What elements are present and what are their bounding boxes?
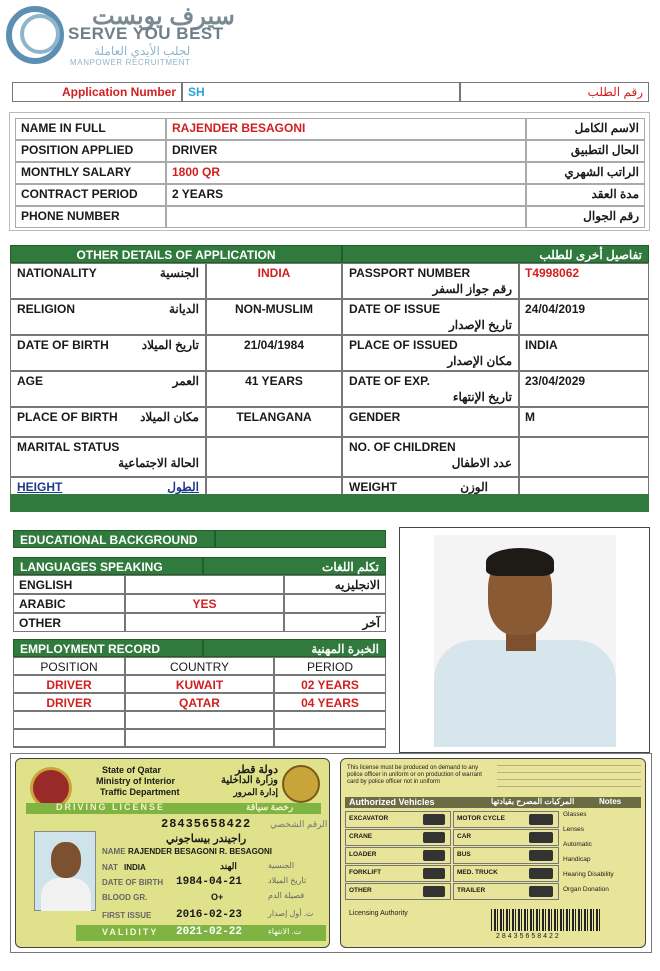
other-left-label-ar: الطول	[167, 480, 199, 494]
other-left-value: INDIA	[257, 266, 291, 280]
license-vehicle-left: LOADER	[349, 851, 377, 858]
other-left-value-cell	[206, 335, 342, 371]
license-nat-label: NAT	[102, 863, 118, 872]
other-left-label: HEIGHT	[17, 480, 63, 494]
other-left-label: RELIGION	[17, 302, 76, 316]
personal-label-cell	[15, 140, 166, 162]
other-right-value: 23/04/2029	[525, 374, 586, 388]
license-ministry: Ministry of Interior	[96, 776, 176, 786]
license-dob: 1984-04-21	[176, 876, 243, 888]
license-back-card	[340, 758, 646, 948]
other-left-label: MARITAL STATUS	[17, 440, 120, 454]
license-blood-label: BLOOD GR.	[102, 893, 148, 902]
license-notice: This license must be produced on demand to any police officer in uniform or on production of warrant card by police officer not in uniform	[347, 765, 482, 785]
employment-value: DRIVER	[46, 696, 92, 710]
vehicle-icon	[529, 850, 553, 861]
language-label: OTHER	[19, 616, 61, 630]
other-right-label: PLACE OF ISSUED	[349, 338, 458, 352]
personal-label-ar: الراتب الشهري	[564, 165, 639, 179]
employment-column-header-cell	[125, 657, 274, 675]
other-right-label-ar: عدد الاطفال	[451, 456, 512, 470]
other-right-value: T4998062	[525, 266, 580, 280]
personal-value: DRIVER	[172, 143, 218, 157]
other-right-value-cell	[519, 437, 649, 477]
other-right-label: DATE OF ISSUE	[349, 302, 441, 316]
employment-cell	[13, 711, 125, 729]
other-left-value: 41 YEARS	[245, 374, 303, 388]
other-right-label-cell	[342, 299, 519, 335]
license-dob-label: DATE OF BIRTH	[102, 878, 164, 887]
language-value-cell	[125, 594, 284, 613]
personal-label: POSITION APPLIED	[21, 143, 134, 157]
employment-cell	[274, 711, 386, 729]
other-left-label: DATE OF BIRTH	[17, 338, 109, 352]
other-right-label-ar: الوزن	[460, 480, 488, 494]
vehicle-icon	[423, 850, 445, 861]
other-left-label: NATIONALITY	[17, 266, 97, 280]
employment-cell	[125, 729, 274, 747]
other-left-value-cell	[206, 299, 342, 335]
other-right-label-cell	[342, 371, 519, 407]
employment-value: DRIVER	[46, 678, 92, 692]
other-right-value: 24/04/2019	[525, 302, 586, 316]
other-right-label: DATE OF EXP.	[349, 374, 430, 388]
other-left-value-cell	[206, 371, 342, 407]
personal-label: MONTHLY SALARY	[21, 165, 132, 179]
license-dept-ar: إدارة المرور	[233, 787, 278, 797]
license-dept: Traffic Department	[100, 787, 180, 797]
language-label-ar-cell	[284, 594, 386, 613]
license-notes-title: Notes	[599, 797, 622, 806]
other-right-value: INDIA	[525, 338, 558, 352]
other-left-label-ar: تاريخ الميلاد	[141, 338, 199, 352]
personal-label-ar: رقم الجوال	[583, 209, 639, 223]
languages-title: LANGUAGES SPEAKING	[13, 557, 203, 575]
employment-value: 02 YEARS	[301, 678, 359, 692]
license-banner-text-ar: رخصة سياقة	[246, 802, 294, 812]
personal-label: PHONE NUMBER	[21, 209, 120, 223]
employment-cell	[13, 675, 125, 693]
logo-arabic: سيرف يوبست	[92, 3, 235, 30]
employment-column-header: POSITION	[40, 660, 98, 674]
logo-english: SERVE YOU BEST	[68, 24, 224, 43]
other-left-label: AGE	[17, 374, 44, 388]
logo-inner-ring	[20, 14, 60, 54]
license-photo-face	[51, 842, 81, 878]
license-barcode	[491, 909, 601, 931]
employment-column-header: PERIOD	[306, 660, 353, 674]
other-left-label-cell	[10, 299, 206, 335]
other-left-value: NON-MUSLIM	[235, 302, 313, 316]
other-right-label: NO. OF CHILDREN	[349, 440, 456, 454]
language-value-cell	[125, 575, 284, 594]
license-name-ar: راجيندر بيساجوني	[166, 833, 247, 845]
personal-label-cell	[15, 162, 166, 184]
vehicle-icon	[423, 814, 445, 825]
other-right-label-cell	[342, 437, 519, 477]
license-number: 28435658422	[161, 817, 252, 831]
license-note: Glasses	[563, 811, 587, 818]
other-left-value-cell	[206, 263, 342, 299]
other-left-value: 21/04/1984	[243, 338, 305, 352]
license-authorized-title-ar: المركبات المصرح بقيادتها	[491, 797, 575, 806]
license-name-label: NAME	[102, 847, 126, 856]
employment-cell	[13, 729, 125, 747]
language-label-ar: آخر	[362, 616, 380, 630]
employment-cell	[274, 729, 386, 747]
license-ministry-ar: وزارة الداخلية	[220, 775, 278, 786]
other-right-label: WEIGHT	[349, 480, 397, 494]
employment-column-header-cell	[274, 657, 386, 675]
personal-value: RAJENDER BESAGONI	[172, 121, 306, 135]
license-vehicle-right: TRAILER	[457, 887, 486, 894]
license-field-label-ar: تاريخ الميلاد	[268, 876, 307, 885]
personal-label-cell	[15, 184, 166, 206]
personal-label-ar: مدة العقد	[591, 187, 639, 201]
personal-label-ar: الاسم الكامل	[574, 121, 639, 135]
license-number-label-ar: الرقم الشخصي	[270, 819, 328, 829]
other-left-label: PLACE OF BIRTH	[17, 410, 118, 424]
license-nat: INDIA	[124, 863, 146, 872]
logo-english-tagline: MANPOWER RECRUITMENT	[70, 58, 191, 67]
other-right-label-ar: رقم جواز السفر	[432, 282, 512, 296]
language-label-cell	[13, 613, 125, 632]
other-right-label-cell	[342, 407, 519, 437]
vehicle-icon	[529, 868, 553, 879]
license-state-ar: دولة قطر	[235, 764, 278, 776]
other-left-value-cell	[206, 437, 342, 477]
license-field-label-ar: ت. الانتهاء	[268, 927, 302, 936]
other-right-label: PASSPORT NUMBER	[349, 266, 471, 280]
other-details-footer-bar	[10, 494, 649, 512]
vehicle-icon	[529, 814, 553, 825]
license-note: Handicap	[563, 856, 591, 863]
license-note: Organ Donation	[563, 886, 609, 893]
employment-value: QATAR	[179, 696, 220, 710]
vehicle-icon	[423, 886, 445, 897]
license-field-label-ar: فصيلة الدم	[268, 891, 305, 900]
personal-value-cell	[166, 140, 526, 162]
license-vehicle-right: BUS	[457, 851, 471, 858]
license-vehicle-right: MED. TRUCK	[457, 869, 498, 876]
personal-label-cell	[15, 206, 166, 228]
other-left-label-ar: العمر	[172, 374, 199, 388]
license-field-label-ar: ت. أول إصدار	[268, 909, 314, 918]
other-left-value-cell	[206, 407, 342, 437]
other-right-label-cell	[342, 263, 519, 299]
license-photo	[34, 831, 96, 911]
vehicle-icon	[529, 832, 553, 843]
employment-title-ar: الخبرة المهنية	[203, 639, 386, 657]
application-number-ar-cell	[460, 82, 649, 102]
license-vehicle-left: OTHER	[349, 887, 372, 894]
personal-label-cell	[15, 118, 166, 140]
other-right-value-cell	[519, 299, 649, 335]
employment-column-header: COUNTRY	[169, 660, 230, 674]
other-left-label-cell	[10, 263, 206, 299]
license-vehicle-left: FORKLIFT	[349, 869, 382, 876]
license-validity: 2021-02-22	[176, 926, 243, 938]
personal-label: CONTRACT PERIOD	[21, 187, 138, 201]
other-right-label-cell	[342, 335, 519, 371]
other-left-label-cell	[10, 335, 206, 371]
employment-column-header-cell	[13, 657, 125, 675]
other-right-label-ar: تاريخ الإصدار	[448, 318, 512, 332]
license-front-card	[15, 758, 330, 948]
license-note: Hearing Disability	[563, 871, 614, 878]
personal-value-cell	[166, 206, 526, 228]
other-left-label-ar: الحالة الاجتماعية	[118, 456, 199, 470]
license-state: State of Qatar	[102, 765, 162, 775]
vehicle-icon	[529, 886, 553, 897]
logo-arabic-tagline: لجلب الأيدي العاملة	[94, 44, 191, 58]
license-vehicle-left: EXCAVATOR	[349, 815, 389, 822]
license-blood: O+	[211, 892, 224, 902]
personal-value-cell	[166, 184, 526, 206]
other-details-title-ar: تفاصيل أخرى للطلب	[342, 245, 649, 263]
personal-value-cell	[166, 162, 526, 184]
license-vehicle-left: CRANE	[349, 833, 373, 840]
language-value: YES	[192, 597, 217, 611]
personal-value-cell	[166, 118, 526, 140]
other-right-value: M	[525, 410, 535, 424]
employment-cell	[274, 693, 386, 711]
other-right-label: GENDER	[349, 410, 401, 424]
application-number-value-cell	[182, 82, 460, 102]
other-right-label-ar: تاريخ الإنتهاء	[452, 390, 512, 404]
other-left-label-ar: مكان الميلاد	[140, 410, 199, 424]
personal-label-ar-cell	[526, 162, 645, 184]
personal-label: NAME IN FULL	[21, 121, 106, 135]
other-left-label-cell	[10, 371, 206, 407]
employment-cell	[13, 693, 125, 711]
language-label-cell	[13, 594, 125, 613]
other-left-label-cell	[10, 437, 206, 477]
employment-value: 04 YEARS	[301, 696, 359, 710]
personal-label-ar-cell	[526, 206, 645, 228]
license-note: Automatic	[563, 841, 592, 848]
language-value-cell	[125, 613, 284, 632]
employment-cell	[125, 675, 274, 693]
other-right-value-cell	[519, 371, 649, 407]
license-field-label-ar: الجنسية	[268, 861, 295, 870]
employment-cell	[125, 693, 274, 711]
employment-title: EMPLOYMENT RECORD	[13, 639, 203, 657]
other-left-label-cell	[10, 407, 206, 437]
application-number-value: SH	[188, 85, 205, 99]
language-label-ar-cell	[284, 613, 386, 632]
other-right-value-cell	[519, 407, 649, 437]
personal-label-ar: الحال التطبيق	[570, 143, 639, 157]
personal-label-ar-cell	[526, 140, 645, 162]
license-photo-shirt	[41, 878, 91, 911]
education-title: EDUCATIONAL BACKGROUND	[13, 530, 215, 548]
other-left-label-ar: الديانة	[168, 302, 199, 316]
license-first-issue: 2016-02-23	[176, 909, 243, 921]
applicant-photo-hair	[486, 548, 554, 576]
license-vehicle-right: CAR	[457, 833, 472, 840]
license-validity-label: VALIDITY	[102, 927, 159, 937]
other-right-value-cell	[519, 263, 649, 299]
application-number-label-cell	[12, 82, 182, 102]
vehicle-icon	[423, 868, 445, 879]
language-label-ar-cell	[284, 575, 386, 594]
language-label-cell	[13, 575, 125, 594]
application-number-label: Application Number	[61, 85, 176, 99]
personal-label-ar-cell	[526, 184, 645, 206]
personal-value: 2 YEARS	[172, 187, 224, 201]
employment-cell	[125, 711, 274, 729]
other-right-value-cell	[519, 335, 649, 371]
education-bar	[215, 530, 386, 548]
other-left-label-ar: الجنسية	[159, 266, 199, 280]
personal-label-ar-cell	[526, 118, 645, 140]
license-vehicle-right: MOTOR CYCLE	[457, 815, 505, 822]
employment-cell	[274, 675, 386, 693]
license-authorized-title: Authorized Vehicles	[349, 797, 435, 807]
employment-value: KUWAIT	[175, 678, 224, 692]
license-note: Lenses	[563, 826, 584, 833]
languages-title-ar: تكلم اللغات	[203, 557, 386, 575]
license-barcode-number: 28435658422	[496, 933, 561, 940]
application-number-ar: رقم الطلب	[587, 85, 643, 99]
license-notice-ar	[497, 765, 641, 793]
other-details-title: OTHER DETAILS OF APPLICATION	[10, 245, 342, 263]
other-left-value: TELANGANA	[236, 410, 312, 424]
employment-table-bottom-rule	[13, 747, 386, 748]
vehicle-icon	[423, 832, 445, 843]
license-nat-ar: الهند	[220, 861, 237, 871]
language-label: ARABIC	[19, 597, 66, 611]
license-banner-text: DRIVING LICENSE	[56, 802, 166, 812]
license-first-label: FIRST ISSUE	[102, 911, 152, 920]
personal-value: 1800 QR	[172, 165, 221, 179]
language-label-ar: الانجليزيه	[334, 578, 380, 592]
license-issuer: Licensing Authority	[349, 910, 408, 917]
other-right-label-ar: مكان الإصدار	[447, 354, 512, 368]
applicant-photo-shirt	[434, 640, 616, 747]
license-name: RAJENDER BESAGONI R. BESAGONI	[128, 847, 273, 856]
language-label: ENGLISH	[19, 578, 73, 592]
traffic-seal-icon	[282, 765, 320, 803]
